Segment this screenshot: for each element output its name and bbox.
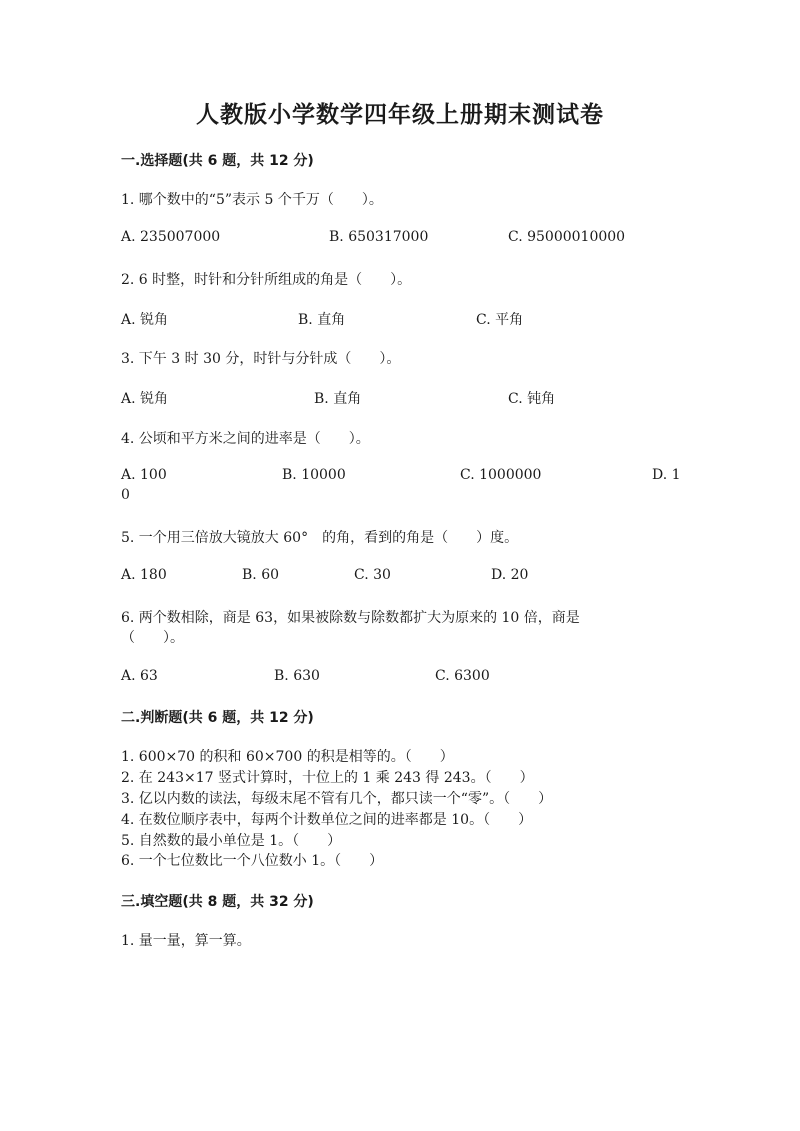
question-4-option-c: C. 1000000 [460,467,542,483]
question-1-option-b: B. 650317000 [329,229,429,245]
judgement-item-6: 6. 一个七位数比一个八位数小 1。（ ） [121,853,384,869]
question-5-option-d: D. 20 [491,567,529,583]
question-5-text: 5. 一个用三倍放大镜放大 60° 的角，看到的角是（ ）度。 [121,530,519,546]
question-2-option-b: B. 直角 [298,312,346,328]
question-5-option-b: B. 60 [242,567,280,583]
question-6-option-c: C. 6300 [435,668,490,684]
fill-blank-item-1: 1. 量一量，算一算。 [121,933,251,949]
page-title: 人教版小学数学四年级上册期末测试卷 [196,101,604,128]
question-4-option-b: B. 10000 [282,467,346,483]
section-heading-judgement: 二.判断题(共 6 题，共 12 分) [121,710,314,726]
question-3-option-a: A. 锐角 [121,391,169,407]
question-2-text: 2. 6 时整，时针和分针所组成的角是（ ）。 [121,272,412,288]
judgement-item-3: 3. 亿以内数的读法，每级末尾不管有几个，都只读一个“零”。（ ） [121,791,553,807]
question-2-option-c: C. 平角 [476,312,524,328]
question-4-option-d-wrap: 0 [121,487,130,503]
question-4-text: 4. 公顷和平方米之间的进率是（ ）。 [121,431,370,447]
judgement-item-1: 1. 600×70 的积和 60×700 的积是相等的。（ ） [121,749,454,765]
question-6-option-b: B. 630 [274,668,320,684]
question-4-option-d: D. 1 [652,467,681,483]
judgement-item-4: 4. 在数位顺序表中，每两个计数单位之间的进率都是 10。（ ） [121,812,533,828]
question-1-option-a: A. 235007000 [121,229,221,245]
question-5-option-a: A. 180 [121,567,167,583]
question-6-text-line2: （ ）。 [121,630,184,646]
question-6-option-a: A. 63 [121,668,158,684]
judgement-item-5: 5. 自然数的最小单位是 1。（ ） [121,833,342,849]
judgement-item-2: 2. 在 243×17 竖式计算时，十位上的 1 乘 243 得 243。（ ） [121,770,534,786]
question-2-option-a: A. 锐角 [121,312,169,328]
question-1-text: 1. 哪个数中的“5”表示 5 个千万（ ）。 [121,192,383,208]
section-heading-choice: 一.选择题(共 6 题，共 12 分) [121,153,314,169]
question-5-option-c: C. 30 [354,567,391,583]
question-3-option-b: B. 直角 [314,391,362,407]
question-3-text: 3. 下午 3 时 30 分，时针与分针成（ ）。 [121,351,401,367]
question-1-option-c: C. 95000010000 [508,229,626,245]
section-heading-fill-blank: 三.填空题(共 8 题，共 32 分) [121,894,314,910]
question-6-text-line1: 6. 两个数相除，商是 63，如果被除数与除数都扩大为原来的 10 倍，商是 [121,610,580,626]
question-4-option-a: A. 100 [121,467,167,483]
question-3-option-c: C. 钝角 [508,391,556,407]
